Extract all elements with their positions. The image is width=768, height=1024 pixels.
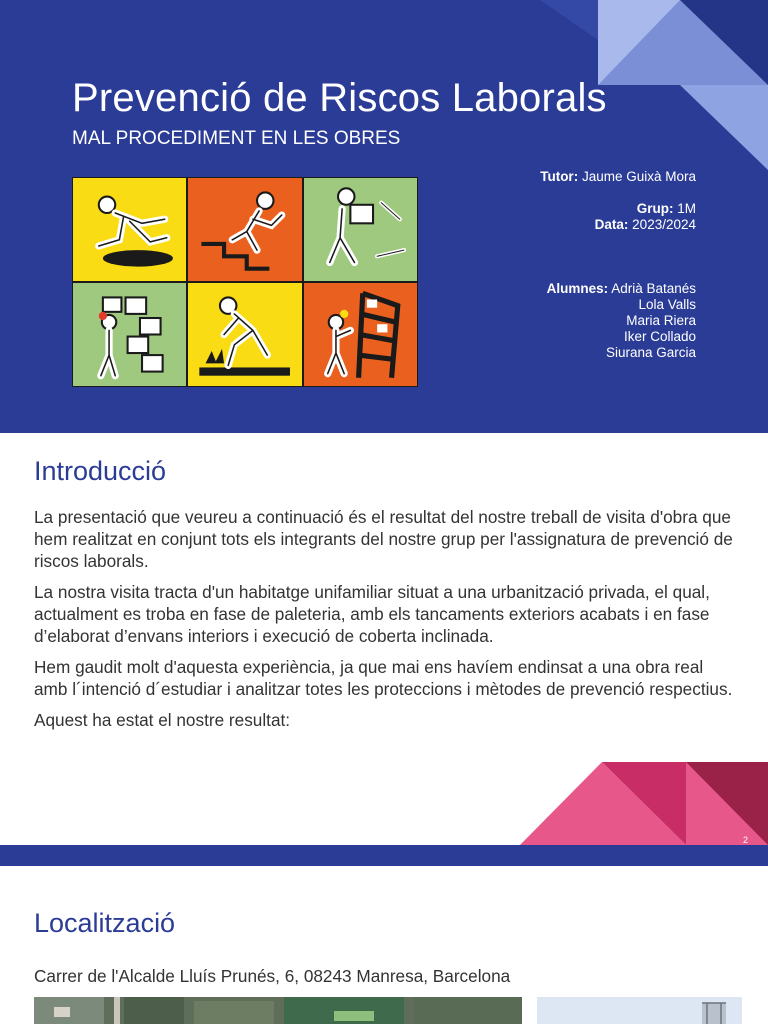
paragraph: La presentació que veureu a continuació és el resultat del nostre treball de visita d'obra que hem realitzat en conjunt tots els integrants del nostre grup per l'assignatura de prevenció de riscos laborals. bbox=[34, 507, 733, 571]
presentation-title: Prevenció de Riscos Laborals bbox=[72, 76, 607, 120]
student-name: Siurana Garcia bbox=[605, 345, 696, 360]
section-heading: Introducció bbox=[34, 456, 167, 486]
paragraph: Aquest ha estat el nostre resultat: bbox=[34, 710, 291, 730]
falling-objects-icon bbox=[73, 283, 186, 386]
corner-decoration bbox=[0, 433, 768, 845]
page-number: 2 bbox=[742, 835, 748, 845]
location-slide bbox=[0, 866, 768, 1024]
slip-icon bbox=[73, 178, 186, 281]
data-line bbox=[436, 217, 696, 233]
paragraph: Hem gaudit molt d'aquesta experiència, ja que mai ens havíem endinsat a una obra real amb l´intenció d´estudiar i analitzar totes les proteccions i mètodes de prevenció respectius. bbox=[34, 657, 733, 699]
data-value: 2023/2024 bbox=[632, 217, 696, 232]
student-name: Maria Riera bbox=[626, 313, 696, 328]
lifting-load-icon bbox=[304, 178, 417, 281]
data-label: Data: bbox=[594, 217, 629, 232]
grup-line bbox=[436, 201, 696, 217]
tutor-line bbox=[436, 169, 696, 185]
presentation-subtitle: MAL PROCEDIMENT EN LES OBRES bbox=[72, 128, 401, 149]
student-name: Iker Collado bbox=[623, 329, 696, 344]
tutor-value: Jaume Guixà Mora bbox=[581, 169, 696, 184]
introduction-slide bbox=[0, 433, 768, 845]
hazard-pictogram-grid bbox=[72, 177, 418, 387]
student-name: Lola Valls bbox=[638, 297, 696, 312]
slide-divider bbox=[0, 845, 768, 866]
map-image bbox=[34, 997, 522, 1024]
grup-label: Grup: bbox=[636, 201, 674, 216]
address-text: Carrer de l'Alcalde Lluís Prunés, 6, 08243 Manresa, Barcelona bbox=[34, 966, 511, 986]
tutor-label: Tutor: bbox=[540, 169, 579, 184]
stairs-fall-icon bbox=[188, 178, 301, 281]
alumnes-label: Alumnes: bbox=[546, 281, 609, 296]
shelf-collapse-icon bbox=[304, 283, 417, 386]
site-photo bbox=[537, 997, 742, 1024]
student-name: Adrià Batanés bbox=[611, 281, 696, 296]
cover-slide bbox=[0, 0, 768, 433]
alumnes-line bbox=[436, 281, 696, 297]
cover-details bbox=[436, 169, 696, 361]
paragraph: La nostra visita tracta d'un habitatge unifamiliar situat a una urbanització privada, el qual, actualment es troba en fase de paleteria, amb els tancaments exteriors acabats i en fase d’elaborat d’envans interiors i execució de coberta inclinada. bbox=[34, 582, 710, 646]
section-heading: Localització bbox=[34, 908, 176, 938]
trip-icon bbox=[188, 283, 301, 386]
grup-value: 1M bbox=[677, 201, 696, 216]
